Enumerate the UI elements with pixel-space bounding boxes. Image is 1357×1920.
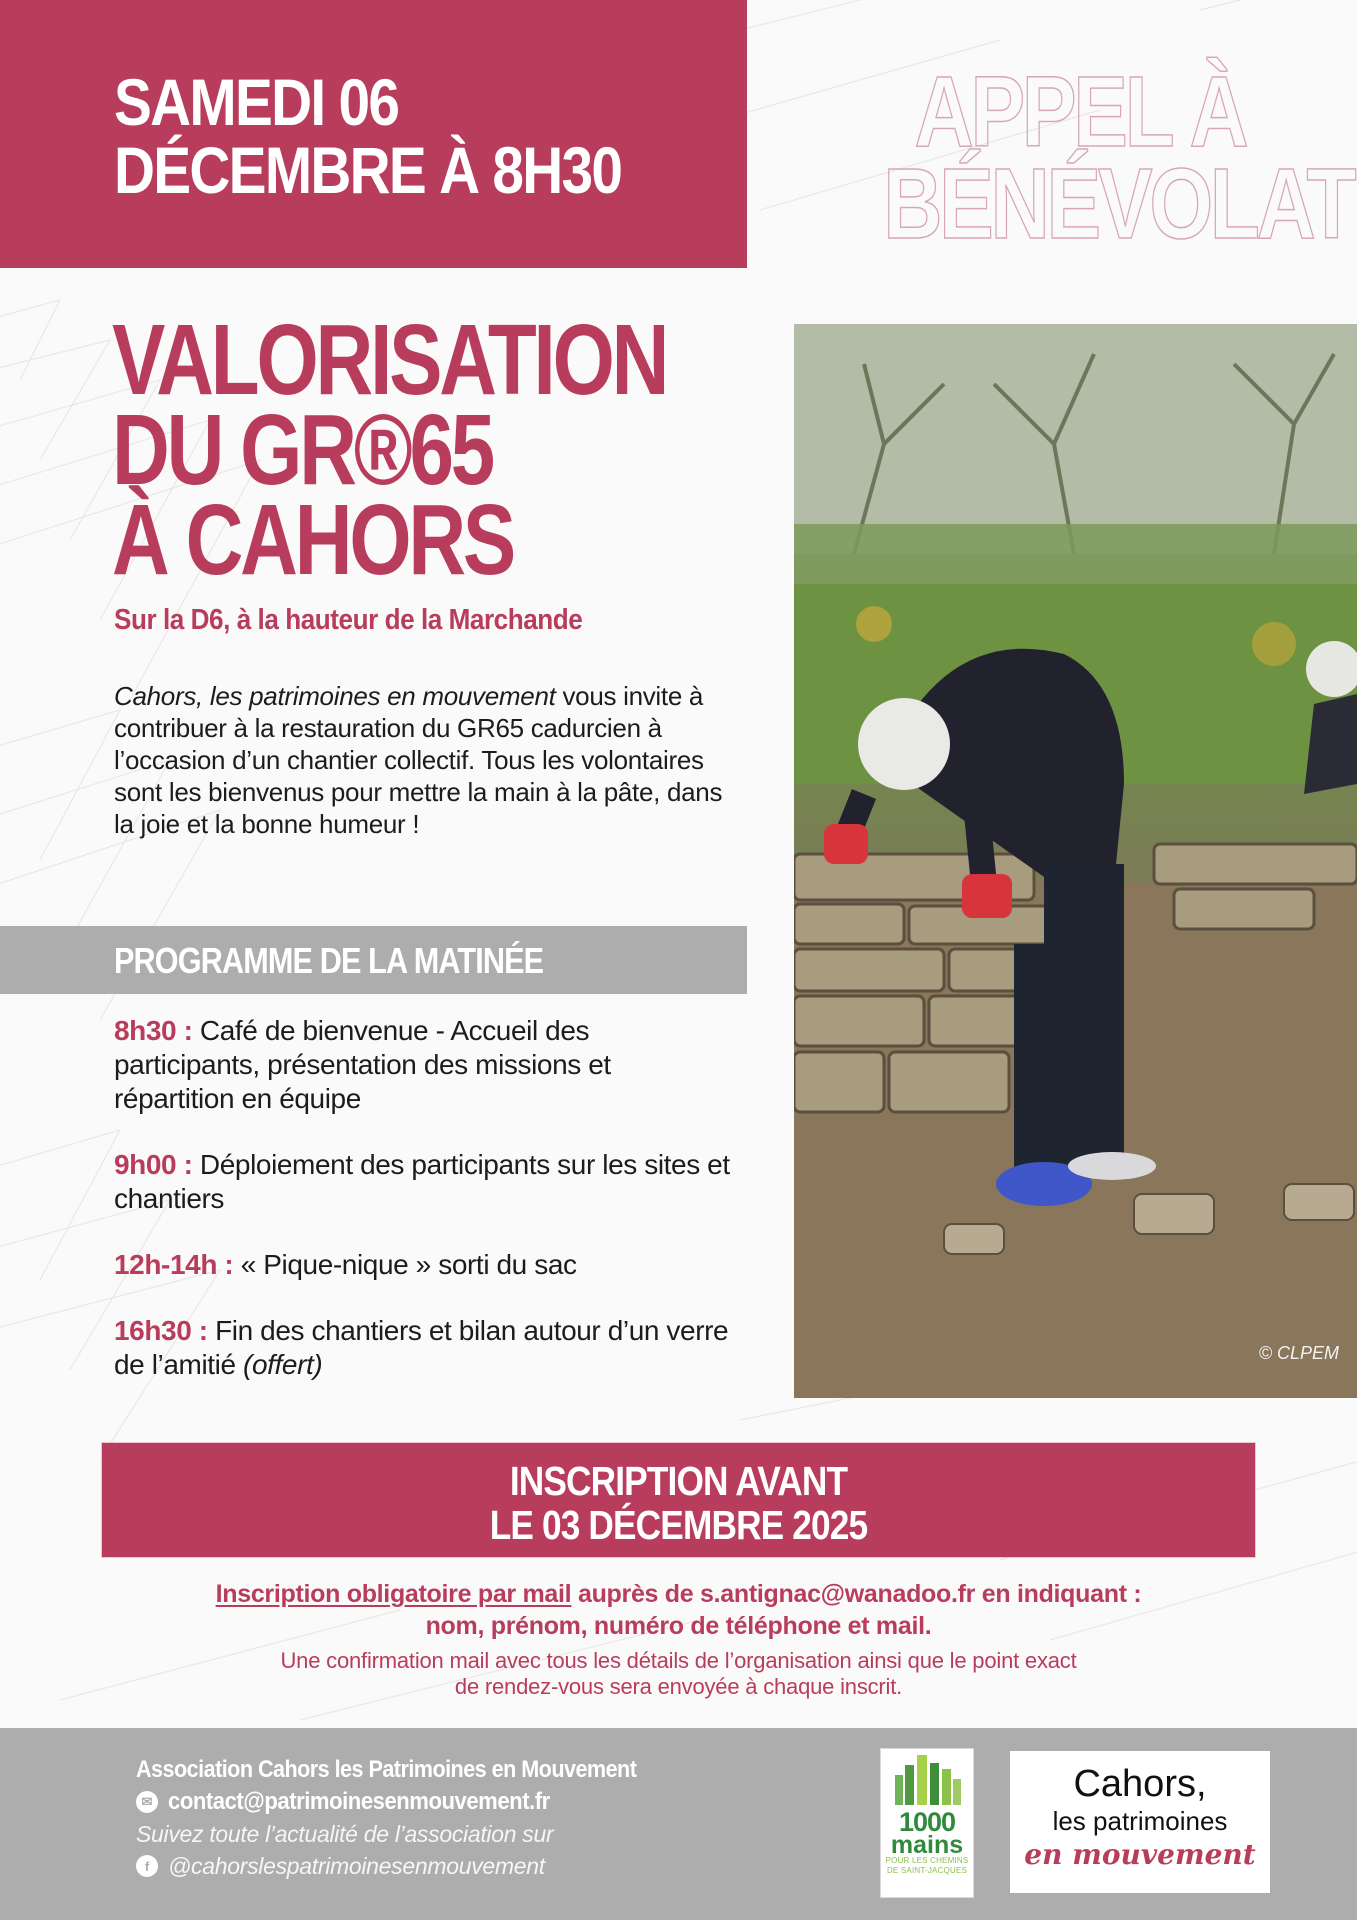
logo-cahors-line-1: Cahors,	[1073, 1763, 1207, 1805]
programme-item	[114, 1014, 734, 1116]
logo-1000-number: 1000	[898, 1807, 956, 1837]
title-line-1: VALORISATION	[112, 304, 667, 416]
page-title	[112, 304, 752, 596]
programme-heading: PROGRAMME DE LA MATINÉE	[114, 940, 544, 981]
registration-deadline-banner	[101, 1442, 1256, 1558]
logo-1000-mains	[880, 1748, 974, 1898]
event-day: SAMEDI 06	[114, 65, 399, 139]
programme-item	[114, 1314, 734, 1382]
registration-deadline-line-1: INSCRIPTION AVANT	[509, 1458, 848, 1504]
footer-follow-text: Suivez toute l’actualité de l’association sur	[136, 1821, 554, 1847]
volunteer-photo	[794, 324, 1357, 1398]
photo-credit: © CLPEM	[1258, 1343, 1339, 1363]
logo-cahors-line-3: en mouvement	[1024, 1838, 1256, 1871]
programme-time: 8h30 :	[114, 1015, 193, 1046]
footer-facebook-link[interactable]: @cahorslespatrimoinesenmouvement	[168, 1853, 545, 1879]
footer-email-row	[136, 1786, 692, 1818]
footer-org-name: Association Cahors les Patrimoines en Mouvement	[136, 1756, 637, 1783]
registration-instructions	[60, 1578, 1297, 1610]
location-subtitle: Sur la D6, à la hauteur de la Marchande	[114, 604, 583, 636]
logo-1000-sub-2: DE SAINT-JACQUES	[886, 1866, 968, 1875]
intro-paragraph	[114, 680, 734, 840]
registration-email-text: auprès de s.antignac@wanadoo.fr en indiquant :	[571, 1580, 1142, 1608]
programme-text: Café de bienvenue - Accueil des participants, présentation des missions et répartition en équipe	[114, 1015, 611, 1114]
title-line-2: DU GR®65	[112, 394, 493, 506]
programme-time: 16h30 :	[114, 1315, 208, 1346]
registration-deadline-line-2: LE 03 DÉCEMBRE 2025	[489, 1502, 868, 1548]
logo-cahors-patrimoines	[1010, 1751, 1270, 1893]
programme-note: (offert)	[243, 1349, 323, 1380]
footer-contact	[136, 1754, 692, 1882]
call-for-volunteers-heading	[840, 56, 1354, 260]
footer-facebook-row	[136, 1850, 692, 1882]
programme-list	[114, 1014, 734, 1414]
confirmation-note-1: Une confirmation mail avec tous les détails de l’organisation ainsi que le point exact	[280, 1648, 1077, 1673]
facebook-icon: f	[136, 1855, 158, 1877]
raised-hands-icon	[887, 1753, 967, 1805]
logo-1000-word: mains	[890, 1831, 964, 1859]
intro-org-name: Cahors, les patrimoines en mouvement	[114, 681, 556, 711]
title-line-3: À CAHORS	[112, 484, 514, 596]
programme-item	[114, 1148, 734, 1216]
logo-cahors-line-2: les patrimoines	[1052, 1806, 1228, 1836]
confirmation-note-2: de rendez-vous sera envoyée à chaque inscrit.	[454, 1674, 903, 1699]
programme-time: 9h00 :	[114, 1149, 193, 1180]
programme-text: « Pique-nique » sorti du sac	[233, 1249, 577, 1280]
logo-1000-sub-1: POUR LES CHEMINS	[885, 1856, 969, 1865]
event-date-banner	[0, 0, 747, 268]
programme-text: Déploiement des participants sur les sites et chantiers	[114, 1149, 730, 1214]
programme-time: 12h-14h :	[114, 1249, 234, 1280]
appel-line-2: BÉNÉVOLAT	[883, 148, 1354, 260]
registration-mandatory-link[interactable]: Inscription obligatoire par mail	[215, 1580, 572, 1608]
registration-fields: nom, prénom, numéro de téléphone et mail.	[425, 1612, 932, 1640]
footer	[0, 1728, 1357, 1920]
event-date-time: DÉCEMBRE À 8H30	[114, 133, 622, 207]
programme-text: Fin des chantiers et bilan autour d’un verre de l’amitié	[114, 1315, 729, 1380]
programme-item	[114, 1248, 734, 1282]
registration-info	[60, 1578, 1297, 1700]
intro-text: vous invite à contribuer à la restauration du GR65 cadurcien à l’occasion d’un chantier collectif. Tous les volontaires sont les bienvenus pour mettre la main à la pâte, dans la joie et la bonne humeur !	[114, 681, 723, 839]
photo-illustration	[794, 324, 1357, 1398]
mail-icon: ✉	[136, 1791, 158, 1813]
footer-email-link[interactable]: contact@patrimoinesenmouvement.fr	[168, 1788, 550, 1815]
appel-line-1: APPEL À	[914, 56, 1246, 168]
programme-heading-band	[0, 926, 747, 994]
